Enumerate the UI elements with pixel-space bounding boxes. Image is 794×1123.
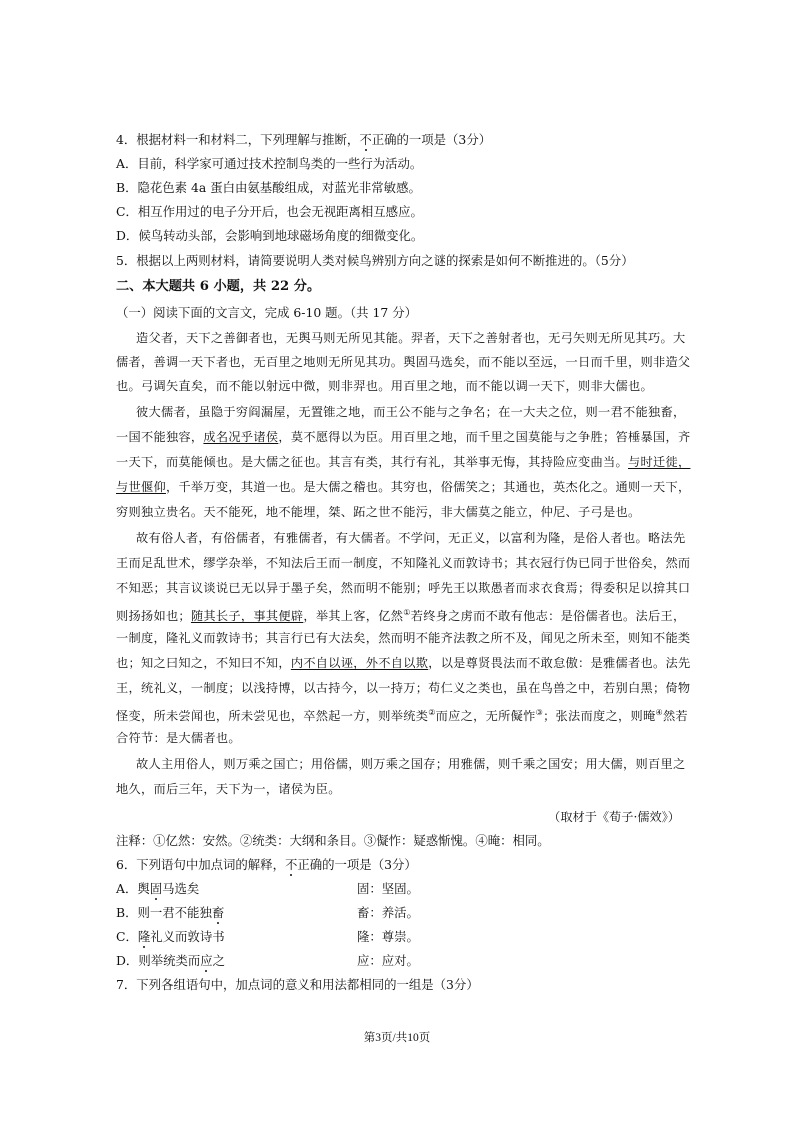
passage-p3-line-1: 故有俗人者，有俗儒者，有雅儒者，有大儒者。不学问，无正义，以富利为隆，是俗人者也。略法先	[136, 531, 686, 545]
option-dotted-word: 应	[200, 953, 213, 968]
passage-text: ，莫不愿得以为臣。用百里之地，而千里之国莫能与之争胜；笞棰暴国，齐	[278, 430, 691, 444]
passage-source: （取材于《荀子·儒效》）	[548, 810, 680, 824]
option-dotted-word: 固	[149, 881, 163, 896]
q6-option-d	[116, 953, 225, 969]
q6-stem-text: 6．下列语句中加点词的解释，	[116, 857, 285, 872]
underlined-phrase-4: 内不自以诬，外不自以欺	[290, 656, 429, 670]
passage-p2-line-3	[116, 454, 690, 470]
passage-p2-line-4	[116, 479, 690, 495]
footnote-marker-3: ③	[535, 708, 544, 717]
passage-text: ，千举万变，其道一也。是大儒之稽也。其穷也，俗儒笑之；其通也，英杰化之。通则一天下，	[165, 480, 691, 494]
q6-option-b	[116, 905, 224, 921]
passage-text: 也；知之曰知之，不知曰不知，	[116, 656, 291, 670]
q6-option-a-gloss: 固：坚固。	[357, 881, 419, 896]
passage-text: ，以是尊贤畏法而不敢怠傲：是雅儒者也。法先	[428, 656, 691, 670]
option-text: A．舆	[116, 881, 150, 896]
passage-text: 怪变，所未尝闻也，所未尝见也，卒然起一方，则举统类	[116, 709, 429, 724]
q6-stem-emphasis: 不	[284, 857, 298, 872]
passage-p4-line-2: 地久，而后三年，天下为一，诸侯为臣。	[116, 782, 341, 796]
underlined-phrase-3: 随其长子，事其便辟	[190, 609, 304, 624]
passage-p2-line-5: 穷则独立贵名。天不能死，地不能埋，桀、跖之世不能污，非大儒莫之能立，仲尼、子弓是也。	[116, 505, 641, 519]
footnote-marker-1: ①	[403, 608, 411, 617]
footnote-marker-4: ④	[655, 708, 663, 717]
underlined-phrase-2a: 与时迁徙，	[628, 455, 691, 469]
option-text: 马选矣	[162, 881, 200, 896]
passage-text: 一国不能独容，	[116, 430, 204, 444]
option-dotted-word: 隆	[137, 929, 151, 944]
underlined-phrase-1: 成名况乎诸侯	[203, 430, 279, 444]
passage-text: 而应之，无所儗怍	[435, 709, 536, 724]
q6-option-a	[116, 881, 199, 897]
q6-option-c-gloss: 隆：尊崇。	[357, 929, 419, 944]
passage-p3-line-7: 王，统礼义，一制度；以浅持博，以古持今，以一持万；苟仁义之类也，虽在鸟兽之中，若别白黑；倚物	[116, 681, 691, 695]
q7-stem: 7．下列各组语句中，加点词的意义和用法都相同的一组是（3分）	[116, 977, 479, 992]
passage-p3-line-4	[116, 605, 685, 624]
passage-p1-line-1: 造父者，天下之善御者也，无舆马则无所见其能。羿者，天下之善射者也，无弓矢则无所见其巧。大	[136, 331, 686, 345]
passage-p1-line-2: 儒者，善调一天下者也，无百里之地则无所见其功。舆固马选矣，而不能以至远，一日而千里，则非造父	[116, 355, 691, 369]
q6-option-d-gloss: 应：应对。	[357, 953, 419, 968]
footnote-marker-2: ②	[428, 708, 436, 717]
passage-p3-line-9: 合符节：是大儒者也。	[116, 731, 241, 745]
option-text: 之	[212, 953, 226, 968]
underlined-phrase-2b: 与世偃仰	[116, 480, 166, 494]
passage-p2-line-1: 彼大儒者，虽隐于穷阎漏屋，无置锥之地，而王公不能与之争名；在一大夫之位，则一君不能独畜，	[136, 405, 686, 419]
option-dotted-word: 畜	[211, 905, 225, 920]
page-footer: 第3页/共10页	[363, 1032, 431, 1044]
passage-text: 一天下，而莫能倾也。是大儒之征也。其言有类，其行有礼，其举事无悔，其持险应变曲当。	[116, 455, 628, 469]
passage-p3-line-3: 不知恶；其言议谈说已无以异于墨子矣，然而明不能别；呼先王以欺愚者而求衣食焉；得委积足以揜其口	[116, 581, 691, 595]
q4-option-c: C．相互作用过的电子分开后，也会无视距离相互感应。	[116, 204, 423, 219]
q5-stem: 5．根据以上两则材料，请简要说明人类对候鸟辨别方向之谜的探索是如何不断推进的。（5分）	[116, 253, 634, 268]
passage-p2-line-2	[116, 429, 690, 445]
q4-stem	[116, 132, 491, 148]
passage-p3-line-5: 一制度，隆礼义而敦诗书；其言行已有大法矣，然而明不能齐法教之所不及，闻见之所未至，则知不能类	[116, 631, 691, 645]
q4-stem-text-2: 正确的一项是（3分）	[371, 132, 492, 147]
passage-p3-line-2: 王而足乱世术，缪学杂举，不知法后王而一制度，不知隆礼义而敦诗书；其衣冠行伪已同于世俗矣，然而	[116, 556, 691, 570]
option-text: B．则一君不能独	[116, 905, 212, 920]
option-text: D．则举统类而	[116, 953, 201, 968]
passage-text: 若终身之虏而不敢有他志：是俗儒者也。法后王，	[410, 609, 686, 624]
passage-text: 则扬扬如也；	[116, 609, 191, 624]
annotations: 注释：①亿然：安然。②统类：大纲和条目。③儗怍：疑惑惭愧。④晻：相同。	[116, 833, 550, 848]
passage-text: ，举其上客，亿然	[303, 609, 404, 624]
passage-p4-line-1: 故人主用俗人，则万乘之国亡；用俗儒，则万乘之国存；用雅儒，则千乘之国安；用大儒，则百里之	[136, 757, 686, 771]
q6-stem	[116, 857, 417, 873]
passage-text: 然若	[662, 709, 688, 724]
q4-option-b: B．隐花色素 4a 蛋白由氨基酸组成，对蓝光非常敏感。	[116, 180, 421, 195]
q4-option-a: A．目前，科学家可通过技术控制鸟类的一些行为活动。	[116, 156, 423, 171]
q4-stem-text: 4．根据材料一和材料二，下列理解与推断，	[116, 132, 360, 147]
part-1-heading: （一）阅读下面的文言文，完成 6-10 题。（共 17 分）	[116, 305, 417, 320]
section-2-heading: 二、本大题共 6 小题，共 22 分。	[116, 279, 321, 294]
q4-stem-emphasis: 不	[359, 132, 372, 147]
q4-option-d: D．候鸟转动头部，会影响到地球磁场角度的细微变化。	[116, 228, 424, 243]
option-text: C．	[116, 929, 138, 944]
passage-p3-line-8	[116, 705, 688, 724]
option-text: 礼义而敦诗书	[150, 929, 225, 944]
q6-option-b-gloss: 畜：养活。	[357, 905, 419, 920]
passage-p1-line-3: 也。弓调矢直矣，而不能以射远中微，则非羿也。用百里之地，而不能以调一天下，则非大儒也。	[116, 379, 653, 393]
passage-text: ；张法而度之，则晻	[543, 709, 656, 724]
q6-option-c	[116, 929, 225, 945]
q6-stem-text-2: 正确的一项是（3分）	[297, 857, 417, 872]
passage-p3-line-6	[116, 655, 690, 671]
